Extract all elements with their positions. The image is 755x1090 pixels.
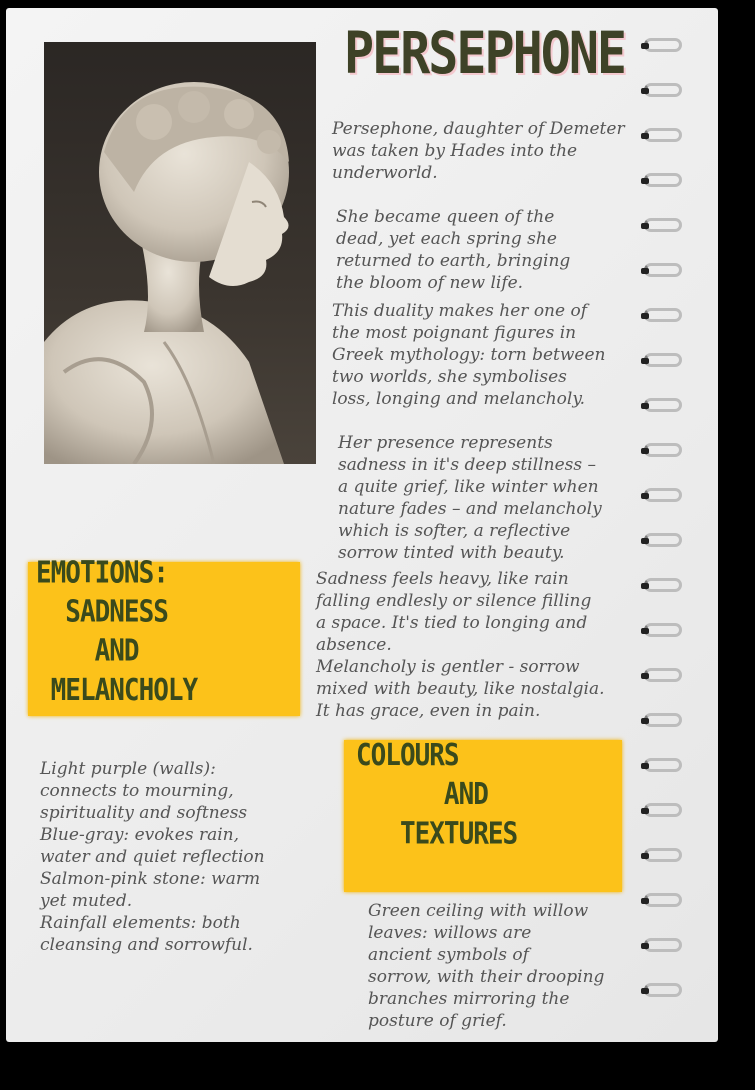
duality-paragraph: This duality makes her one of the most poignant figures in Greek mythology: torn between two worlds, she symbolises loss, longing and melancholy. — [332, 301, 606, 409]
ceiling-paragraph: Green ceiling with willow leaves: willows are ancient symbols of sorrow, with their drooping branches mirroring the posture of grief. — [368, 901, 605, 1031]
statue-photo — [44, 42, 316, 464]
intro-paragraph: Persephone, daughter of Demeter was taken by Hades into the underworld. — [332, 119, 625, 183]
colours-notes-paragraph: Light purple (walls): connects to mourning, spirituality and softness Blue-gray: evokes rain, water and quiet reflection Salmon-pink stone: warm yet muted. Rainfall elements: both cleansing and sorrowful. — [40, 759, 265, 955]
page-title: PERSEPHONE — [344, 19, 626, 87]
sketchbook-page — [6, 8, 718, 1042]
emotions-heading: EMOTIONS: SADNESS AND MELANCHOLY — [36, 556, 198, 708]
colours-heading: COLOURS AND TEXTURES — [356, 738, 518, 852]
sadness-melancholy-paragraph: Sadness feels heavy, like rain falling endlesly or silence filling a space. It's tied to longing and absence. Melancholy is gentler - sorrow mixed with beauty, like nostalgia. It has grace, even in pain. — [316, 569, 605, 721]
spiral-binding — [642, 38, 682, 1018]
statue-illustration — [44, 42, 316, 464]
presence-paragraph: Her presence represents sadness in it's deep stillness – a quite grief, like winter when nature fades – and melancholy which is softer, a reflective sorrow tinted with beauty. — [338, 433, 602, 563]
queen-paragraph: She became queen of the dead, yet each spring she returned to earth, bringing the bloom of new life. — [336, 207, 571, 293]
